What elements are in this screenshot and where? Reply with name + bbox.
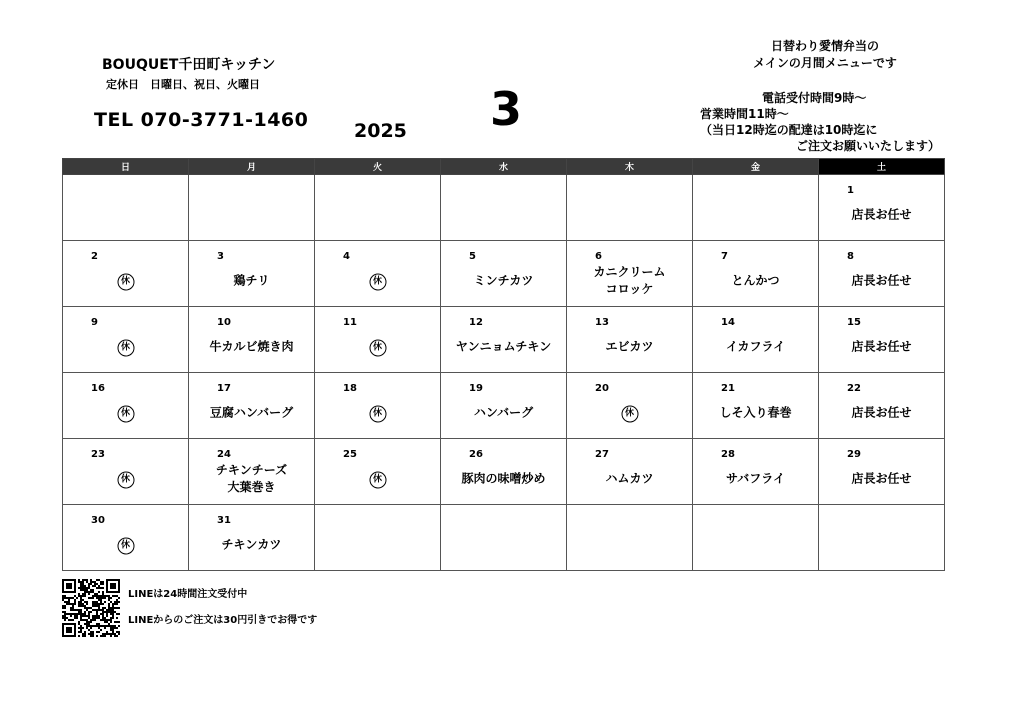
day-number: 15 bbox=[847, 317, 861, 328]
menu-item: ハンバーグ bbox=[473, 405, 534, 420]
calendar-day-cell bbox=[441, 505, 567, 571]
day-number: 14 bbox=[721, 317, 735, 328]
menu-item: しそ入り春巻 bbox=[719, 405, 792, 420]
calendar-day-cell bbox=[819, 439, 945, 505]
menu-item: 店長お任せ bbox=[851, 405, 912, 420]
line-qr-code[interactable] bbox=[62, 579, 120, 637]
menu-description bbox=[730, 38, 920, 72]
weekday-header: 木 bbox=[567, 159, 693, 175]
day-number: 1 bbox=[847, 185, 854, 196]
menu-item: とんかつ bbox=[731, 273, 780, 288]
business-hours bbox=[700, 106, 940, 154]
calendar-day-cell bbox=[315, 307, 441, 373]
closed-day-mark: 休 bbox=[117, 472, 134, 489]
calendar-day-cell bbox=[189, 505, 315, 571]
menu-description-line: 日替わり愛情弁当の bbox=[770, 39, 879, 53]
day-number: 23 bbox=[91, 449, 105, 460]
menu-item: ハムカツ bbox=[605, 471, 654, 486]
calendar-body bbox=[63, 175, 945, 571]
calendar-day-cell bbox=[315, 175, 441, 241]
menu-item: 店長お任せ bbox=[851, 339, 912, 354]
phone-hours: 電話受付時間9時～ bbox=[762, 91, 867, 105]
calendar-day-cell bbox=[567, 439, 693, 505]
menu-item: ミンチカツ bbox=[473, 273, 534, 288]
calendar-day-cell bbox=[63, 175, 189, 241]
day-number: 11 bbox=[343, 317, 357, 328]
closed-day-mark: 休 bbox=[621, 406, 638, 423]
menu-item: チキンカツ bbox=[221, 537, 282, 552]
menu-item: 牛カルビ焼き肉 bbox=[209, 339, 294, 354]
weekday-header: 月 bbox=[189, 159, 315, 175]
calendar-week-row bbox=[63, 175, 945, 241]
menu-item: 豆腐ハンバーグ bbox=[209, 405, 294, 420]
calendar-day-cell bbox=[819, 175, 945, 241]
day-number: 7 bbox=[721, 251, 728, 262]
day-number: 3 bbox=[217, 251, 224, 262]
calendar-day-cell bbox=[315, 373, 441, 439]
calendar-day-cell bbox=[441, 373, 567, 439]
calendar-day-cell bbox=[819, 373, 945, 439]
business-hours-line: 営業時間11時～ bbox=[700, 107, 789, 121]
business-hours-line: ご注文お願いいたします） bbox=[796, 139, 941, 153]
day-number: 28 bbox=[721, 449, 735, 460]
day-number: 20 bbox=[595, 383, 609, 394]
calendar-day-cell bbox=[819, 307, 945, 373]
calendar-day-cell bbox=[189, 439, 315, 505]
calendar-day-cell bbox=[315, 505, 441, 571]
closed-day-mark: 休 bbox=[117, 538, 134, 555]
closed-day-mark: 休 bbox=[369, 340, 386, 357]
weekday-header: 金 bbox=[693, 159, 819, 175]
line-discount-note: LINEからのご注文は30円引きでお得です bbox=[128, 615, 318, 626]
menu-item: ヤンニョムチキン bbox=[455, 339, 552, 354]
calendar-day-cell bbox=[693, 175, 819, 241]
calendar-day-cell bbox=[693, 373, 819, 439]
day-number: 29 bbox=[847, 449, 861, 460]
day-number: 12 bbox=[469, 317, 483, 328]
calendar-day-cell bbox=[63, 505, 189, 571]
calendar-day-cell bbox=[693, 307, 819, 373]
calendar-day-cell bbox=[63, 439, 189, 505]
calendar-day-cell bbox=[63, 373, 189, 439]
weekday-header: 火 bbox=[315, 159, 441, 175]
day-number: 24 bbox=[217, 449, 231, 460]
closed-days-note: 定休日 日曜日、祝日、火曜日 bbox=[106, 78, 260, 91]
calendar-day-cell bbox=[693, 241, 819, 307]
menu-item: カニクリーム コロッケ bbox=[593, 265, 666, 296]
calendar-day-cell bbox=[441, 175, 567, 241]
day-number: 5 bbox=[469, 251, 476, 262]
day-number: 30 bbox=[91, 515, 105, 526]
calendar-day-cell bbox=[819, 241, 945, 307]
closed-day-mark: 休 bbox=[369, 472, 386, 489]
calendar-day-cell bbox=[441, 439, 567, 505]
weekday-header: 日 bbox=[63, 159, 189, 175]
closed-day-mark: 休 bbox=[117, 340, 134, 357]
calendar-day-cell bbox=[189, 373, 315, 439]
day-number: 19 bbox=[469, 383, 483, 394]
menu-item: イカフライ bbox=[725, 339, 786, 354]
menu-description-line: メインの月間メニューです bbox=[753, 56, 897, 70]
menu-item: エビカツ bbox=[605, 339, 654, 354]
day-number: 27 bbox=[595, 449, 609, 460]
closed-day-mark: 休 bbox=[369, 406, 386, 423]
weekday-header: 土 bbox=[819, 159, 945, 175]
weekday-header: 水 bbox=[441, 159, 567, 175]
day-number: 17 bbox=[217, 383, 231, 394]
menu-item: 鶏チリ bbox=[233, 273, 270, 288]
calendar-day-cell bbox=[315, 241, 441, 307]
calendar-week-row bbox=[63, 307, 945, 373]
calendar-day-cell bbox=[63, 307, 189, 373]
calendar-day-cell bbox=[567, 373, 693, 439]
day-number: 2 bbox=[91, 251, 98, 262]
calendar-day-cell bbox=[819, 505, 945, 571]
calendar-day-cell bbox=[693, 505, 819, 571]
line-order-note: LINEは24時間注文受付中 bbox=[128, 589, 248, 600]
closed-day-mark: 休 bbox=[117, 274, 134, 291]
calendar-week-row bbox=[63, 373, 945, 439]
calendar-day-cell bbox=[567, 505, 693, 571]
calendar-day-cell bbox=[189, 307, 315, 373]
day-number: 8 bbox=[847, 251, 854, 262]
calendar-month: 3 bbox=[490, 82, 523, 136]
calendar-week-row bbox=[63, 439, 945, 505]
day-number: 25 bbox=[343, 449, 357, 460]
calendar-day-cell bbox=[441, 307, 567, 373]
day-number: 9 bbox=[91, 317, 98, 328]
calendar-day-cell bbox=[693, 439, 819, 505]
calendar-week-row bbox=[63, 241, 945, 307]
calendar-day-cell bbox=[189, 241, 315, 307]
business-hours-line: （当日12時迄の配達は10時迄に bbox=[700, 123, 878, 137]
calendar-year: 2025 bbox=[354, 120, 407, 142]
calendar-day-cell bbox=[315, 439, 441, 505]
day-number: 22 bbox=[847, 383, 861, 394]
calendar-day-cell bbox=[567, 175, 693, 241]
calendar-week-row bbox=[63, 505, 945, 571]
calendar-day-cell bbox=[567, 241, 693, 307]
menu-item: 店長お任せ bbox=[851, 471, 912, 486]
calendar-day-cell bbox=[567, 307, 693, 373]
calendar-day-cell bbox=[441, 241, 567, 307]
shop-name: BOUQUET千田町キッチン bbox=[102, 57, 276, 73]
day-number: 31 bbox=[217, 515, 231, 526]
calendar-day-cell bbox=[63, 241, 189, 307]
menu-item: サバフライ bbox=[726, 471, 785, 486]
weekday-header-row bbox=[63, 159, 945, 175]
menu-item: 店長お任せ bbox=[851, 273, 912, 288]
day-number: 10 bbox=[217, 317, 231, 328]
day-number: 4 bbox=[343, 251, 350, 262]
phone-number: TEL 070-3771-1460 bbox=[94, 109, 309, 131]
day-number: 21 bbox=[721, 383, 735, 394]
calendar-day-cell bbox=[189, 175, 315, 241]
menu-item: 豚肉の味噌炒め bbox=[461, 471, 546, 486]
day-number: 18 bbox=[343, 383, 357, 394]
day-number: 13 bbox=[595, 317, 609, 328]
day-number: 6 bbox=[595, 251, 602, 262]
calendar-grid bbox=[62, 158, 945, 571]
day-number: 26 bbox=[469, 449, 483, 460]
day-number: 16 bbox=[91, 383, 105, 394]
menu-item: 店長お任せ bbox=[851, 207, 912, 222]
closed-day-mark: 休 bbox=[369, 274, 386, 291]
closed-day-mark: 休 bbox=[117, 406, 134, 423]
menu-item: チキンチーズ 大葉巻き bbox=[215, 463, 288, 494]
